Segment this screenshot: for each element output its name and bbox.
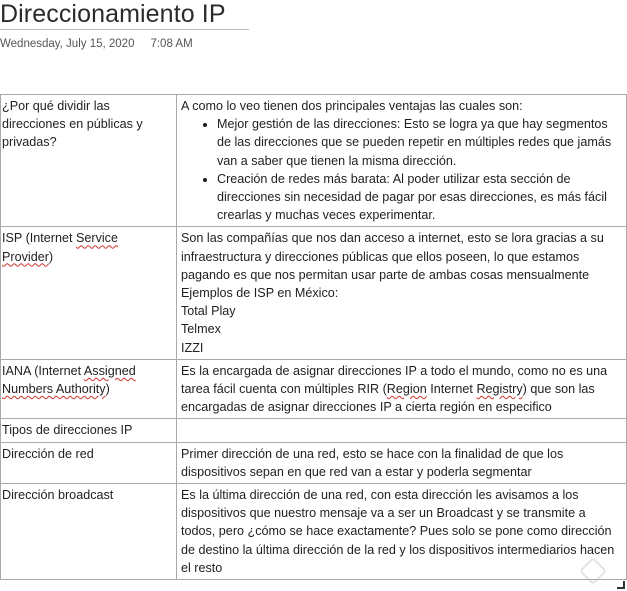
bullet-item: • Creación de redes más barata: Al poder utilizar esta sección de direcciones sin necesidad de pagar por esas direcciones, es más fácil crearlas y muchas veces experimentar. [217,170,622,225]
table-cell-description[interactable] [177,359,627,419]
spellcheck-word: Numbers Authority [2,382,106,397]
example-item: Total Play [181,304,236,319]
table-row [1,359,627,419]
table-cell-term[interactable] [1,95,177,227]
table-cell-description[interactable]: Primer dirección de una red, esto se hace con la finalidad de que los dispositivos sepan en que red van a estar y poderla segmentar [177,442,627,483]
table-row [1,227,627,359]
description-text: Son las compañías que nos dan acceso a internet, esto se lora gracias a su infraestructura y direcciones públicas que ellos poseen, lo que estamos pagando es que nos permitan usar parte de ambas cosas mensualmente [181,231,604,282]
term-line: ¿Por qué dividir las [2,99,110,113]
table-row [1,419,627,442]
table-cell-term[interactable] [1,227,177,359]
spellcheck-word: Registry [476,382,523,397]
table-row [1,95,627,227]
bullet-list [181,115,622,224]
description-text: Internet [426,382,477,397]
table-cell-term[interactable] [1,359,177,419]
description-text: ) que son las encargadas de asignar direcciones IP a cierta región en especifico [181,382,595,415]
bullet-item: • Mejor gestión de las direcciones: Esto se logra ya que hay segmentos de las direcciones que se pueden repetir en múltiples redes que jamás van a saber que tienen la misma dirección. [217,115,622,170]
table-cell-description[interactable]: Es la última dirección de una red, con esta dirección les avisamos a los dispositivos que nuestro mensaje va a ser un Broadcast y se transmite a todos, pero ¿cómo se hace exactamente? Pues solo se pone como dirección de destino la última dirección de la red y los dispositivos intermediarios hacen el resto [177,484,627,580]
description-intro: A como lo veo tienen dos principales ventajas las cuales son: [181,99,523,113]
page-meta [0,38,193,50]
resize-corner-icon [617,581,625,589]
page-time: 7:08 AM [150,38,193,50]
description-text: Es la encargada de asignar direcciones IP a todo el mundo, como no es una tarea fácil cuenta con múltiples RIR ( [181,363,608,397]
platzi-watermark [583,561,611,581]
notes-table [0,94,627,580]
examples-title: Ejemplos de ISP en México: [181,286,339,301]
table-row [1,442,627,483]
table-cell-description[interactable] [177,227,627,359]
term-text: IANA (Internet [2,363,84,378]
table-cell-term[interactable]: Dirección broadcast [1,484,177,580]
term-line: direcciones en públicas y [2,117,143,132]
table-cell-term[interactable]: Tipos de direcciones IP [1,419,177,442]
table-cell-description[interactable] [177,95,627,227]
table-row [1,484,627,580]
term-text: ) [48,249,54,264]
table-cell-term[interactable]: Dirección de red [1,442,177,483]
example-item: Telmex [181,322,221,337]
term-text: ) [105,382,110,397]
term-line: privadas? [2,135,57,150]
spellcheck-word: Service [75,231,118,246]
table-cell-description[interactable] [177,419,627,442]
spellcheck-word: Assigned [83,363,136,378]
page-title[interactable]: Direccionamiento IP [0,0,226,28]
spellcheck-word: Region [386,382,427,397]
term-text: ISP (Internet [2,231,76,246]
platzi-logo-icon [579,557,607,585]
example-item: IZZI [181,340,204,355]
spellcheck-word: Provider [2,249,49,264]
page-date: Wednesday, July 15, 2020 [0,38,135,50]
title-underline [0,29,249,30]
